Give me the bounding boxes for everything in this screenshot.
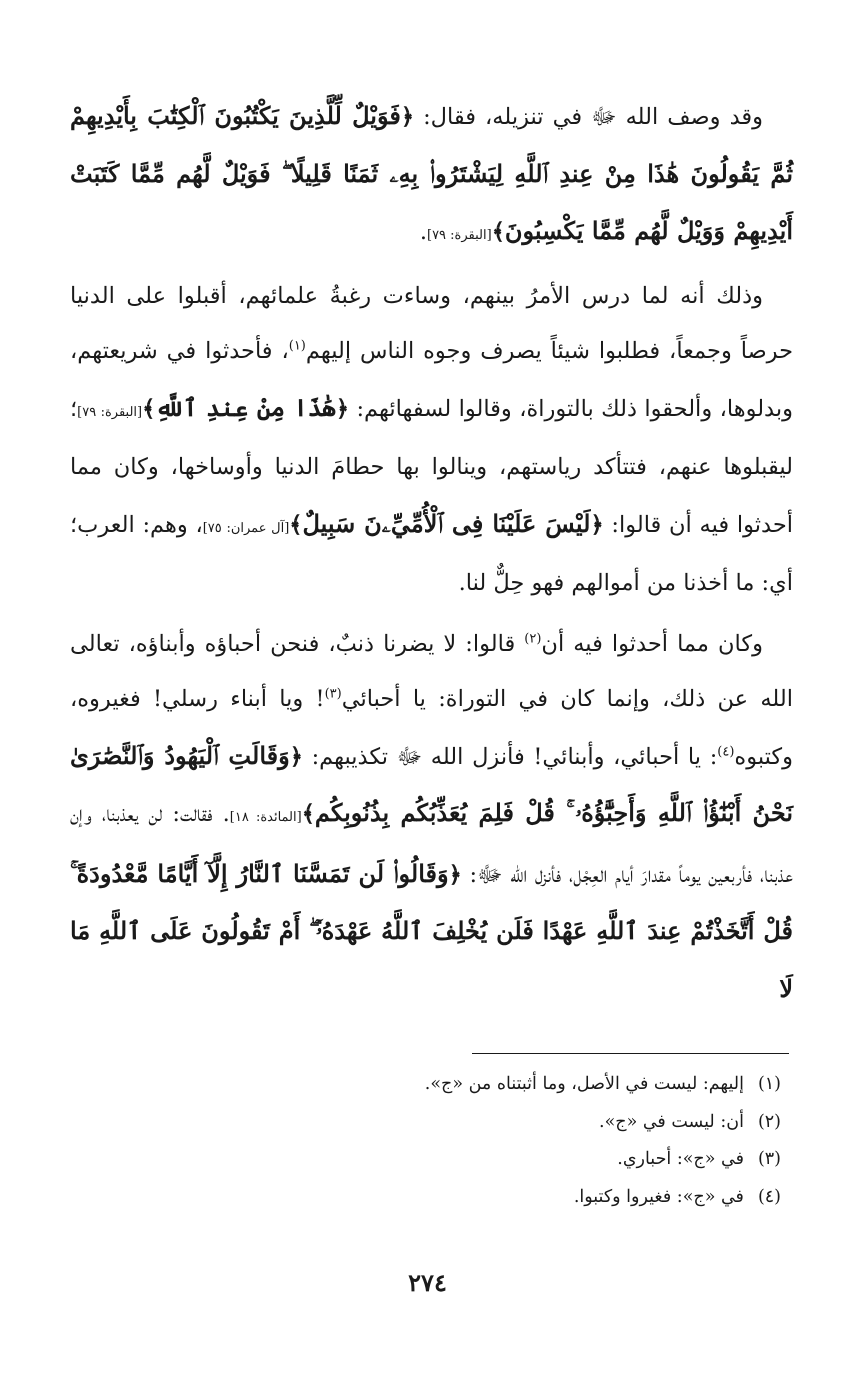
footnote-item — [70, 1141, 781, 1179]
surah-reference: [البقرة: ٧٩] — [427, 228, 492, 243]
text-run: ، فأحدثوا في شريعتهم، وبدلوها، وألحقوا ذلك بالتوراة، وقالوا لسفهائهم: — [70, 338, 793, 422]
quran-bracket-open: ﴿ — [289, 743, 303, 770]
body-text — [70, 88, 793, 1018]
footnote-number: (٢) — [757, 1111, 781, 1132]
text-run: ، وهم: العرب؛ أي: ما أخذنا من أموالهم فهو حِلٌّ لنا. — [70, 511, 793, 596]
footnote-text: في «ج»: أحباري. — [617, 1149, 744, 1169]
quran-bracket-open: ﴿ — [335, 395, 350, 422]
surah-reference: [البقرة: ٧٩] — [77, 404, 143, 420]
text-run: . فقالت: لن يعذبنا، وإن عذبنا، فأربعين يوماً مقدارَ أيام العِجْل، فأنزل الله ﷻ: — [70, 801, 794, 888]
paragraph-3 — [70, 617, 793, 1019]
text-run: ! ويا أبناء رسلي! فغيروه، وكتبوه — [70, 686, 793, 770]
footnote-number: (٤) — [757, 1186, 781, 1207]
text-run: وذلك أنه لما درس الأمرُ بينهم، وساءت رغبةُ علمائهم، أقبلوا على الدنيا حرصاً وجمعاً، فطلبوا شيئاً يصرف وجوه الناس إليهم — [70, 282, 793, 364]
surah-reference: [آل عمران: ٧٥] — [202, 520, 290, 536]
quran-bracket-open: ﴿ — [400, 104, 415, 130]
footnote-number: (٣) — [757, 1149, 781, 1169]
surah-reference: [المائدة: ١٨] — [229, 810, 302, 825]
quran-verse: هَٰذَا مِنْ عِندِ ٱللَّهِ — [155, 392, 336, 422]
footnote-ref[interactable]: (٤) — [717, 744, 735, 759]
footnote-item — [70, 1104, 781, 1142]
footnote-item — [70, 1066, 781, 1104]
quran-bracket-open: ﴿ — [590, 511, 604, 538]
quran-verse: وَقَالُوا۟ لَن تَمَسَّنَا ٱلنَّارُ إِلَّآ أَيَّامًا مَّعْدُودَةً ۚ قُلْ أَتَّخَذْتُمْ عِندَ ٱللَّهِ عَهْدًا فَلَن يُخْلِفَ ٱللَّهُ عَهْدَهُۥٓ ۖ أَمْ تَقُولُونَ عَلَى ٱللَّهِ مَا لَا — [70, 858, 793, 1003]
quran-verse: لَيْسَ عَلَيْنَا فِى ٱلْأُمِّيِّۦنَ سَبِيلٌ — [302, 508, 591, 538]
quran-bracket-close: ﴾ — [491, 219, 505, 245]
footnotes — [70, 1066, 781, 1216]
quran-verse: فَوَيْلٌ لِّلَّذِينَ يَكْتُبُونَ ٱلْكِتَٰبَ بِأَيْدِيهِمْ ثُمَّ يَقُولُونَ هَٰذَا مِنْ عِندِ ٱللَّهِ لِيَشْتَرُوا۟ بِهِۦ ثَمَنًا قَلِيلًا ۖ فَوَيْلٌ لَّهُم مِّمَّا كَتَبَتْ أَيْدِيهِمْ وَوَيْلٌ لَّهُم مِّمَّا يَكْسِبُونَ — [70, 101, 793, 245]
footnote-separator — [472, 1053, 789, 1054]
text-run: قالوا: لا يضرنا ذنبٌ، فنحن أحباؤه وأبناؤه، تعالى الله عن ذلك، وإنما كان في التوراة: يا أحبائي — [70, 630, 793, 712]
quran-bracket-open: ﴿ — [448, 861, 462, 888]
text-run: وقد وصف الله ﷻ في تنزيله، فقال: — [414, 104, 764, 130]
text-run: : يا أحبائي، وأبنائي! فأنزل الله ﷻ تكذيبهم: — [302, 743, 718, 770]
footnote-text: إليهم: ليست في الأصل، وما أثبتناه من «ج». — [424, 1074, 744, 1094]
footnote-text: أن: ليست في «ج». — [599, 1111, 744, 1132]
footnote-text: في «ج»: فغيروا وكتبوا. — [573, 1186, 744, 1207]
footnote-ref[interactable]: (٢) — [524, 631, 542, 646]
quran-bracket-close: ﴾ — [289, 511, 303, 538]
text-run: وكان مما أحدثوا فيه أن — [541, 630, 763, 657]
quran-bracket-close: ﴾ — [142, 395, 156, 422]
quran-verse: وَقَالَتِ ٱلْيَهُودُ وَٱلنَّصَٰرَىٰ نَحْنُ أَبْنَٰٓؤُا۟ ٱللَّهِ وَأَحِبَّٰٓؤُهُۥ ۚ قُلْ فَلِمَ يُعَذِّبُكُم بِذُنُوبِكُم — [70, 740, 793, 827]
footnote-ref[interactable]: (١) — [288, 338, 306, 354]
footnote-ref[interactable]: (٣) — [324, 686, 342, 702]
paragraph-1 — [70, 88, 793, 264]
footnote-number: (١) — [757, 1074, 781, 1094]
page-number: ٢٧٤ — [408, 1268, 447, 1297]
text-run: . — [419, 219, 427, 245]
text-run: ؛ ليقبلوها عنهم، فتتأكد رياستهم، وينالوا بها حطامَ الدنيا وأوساخها، وكان مما أحدثوا فيه أن قالوا: — [70, 395, 793, 538]
quran-bracket-close: ﴾ — [301, 801, 315, 827]
paragraph-2 — [70, 269, 793, 612]
footnote-item — [70, 1179, 781, 1217]
